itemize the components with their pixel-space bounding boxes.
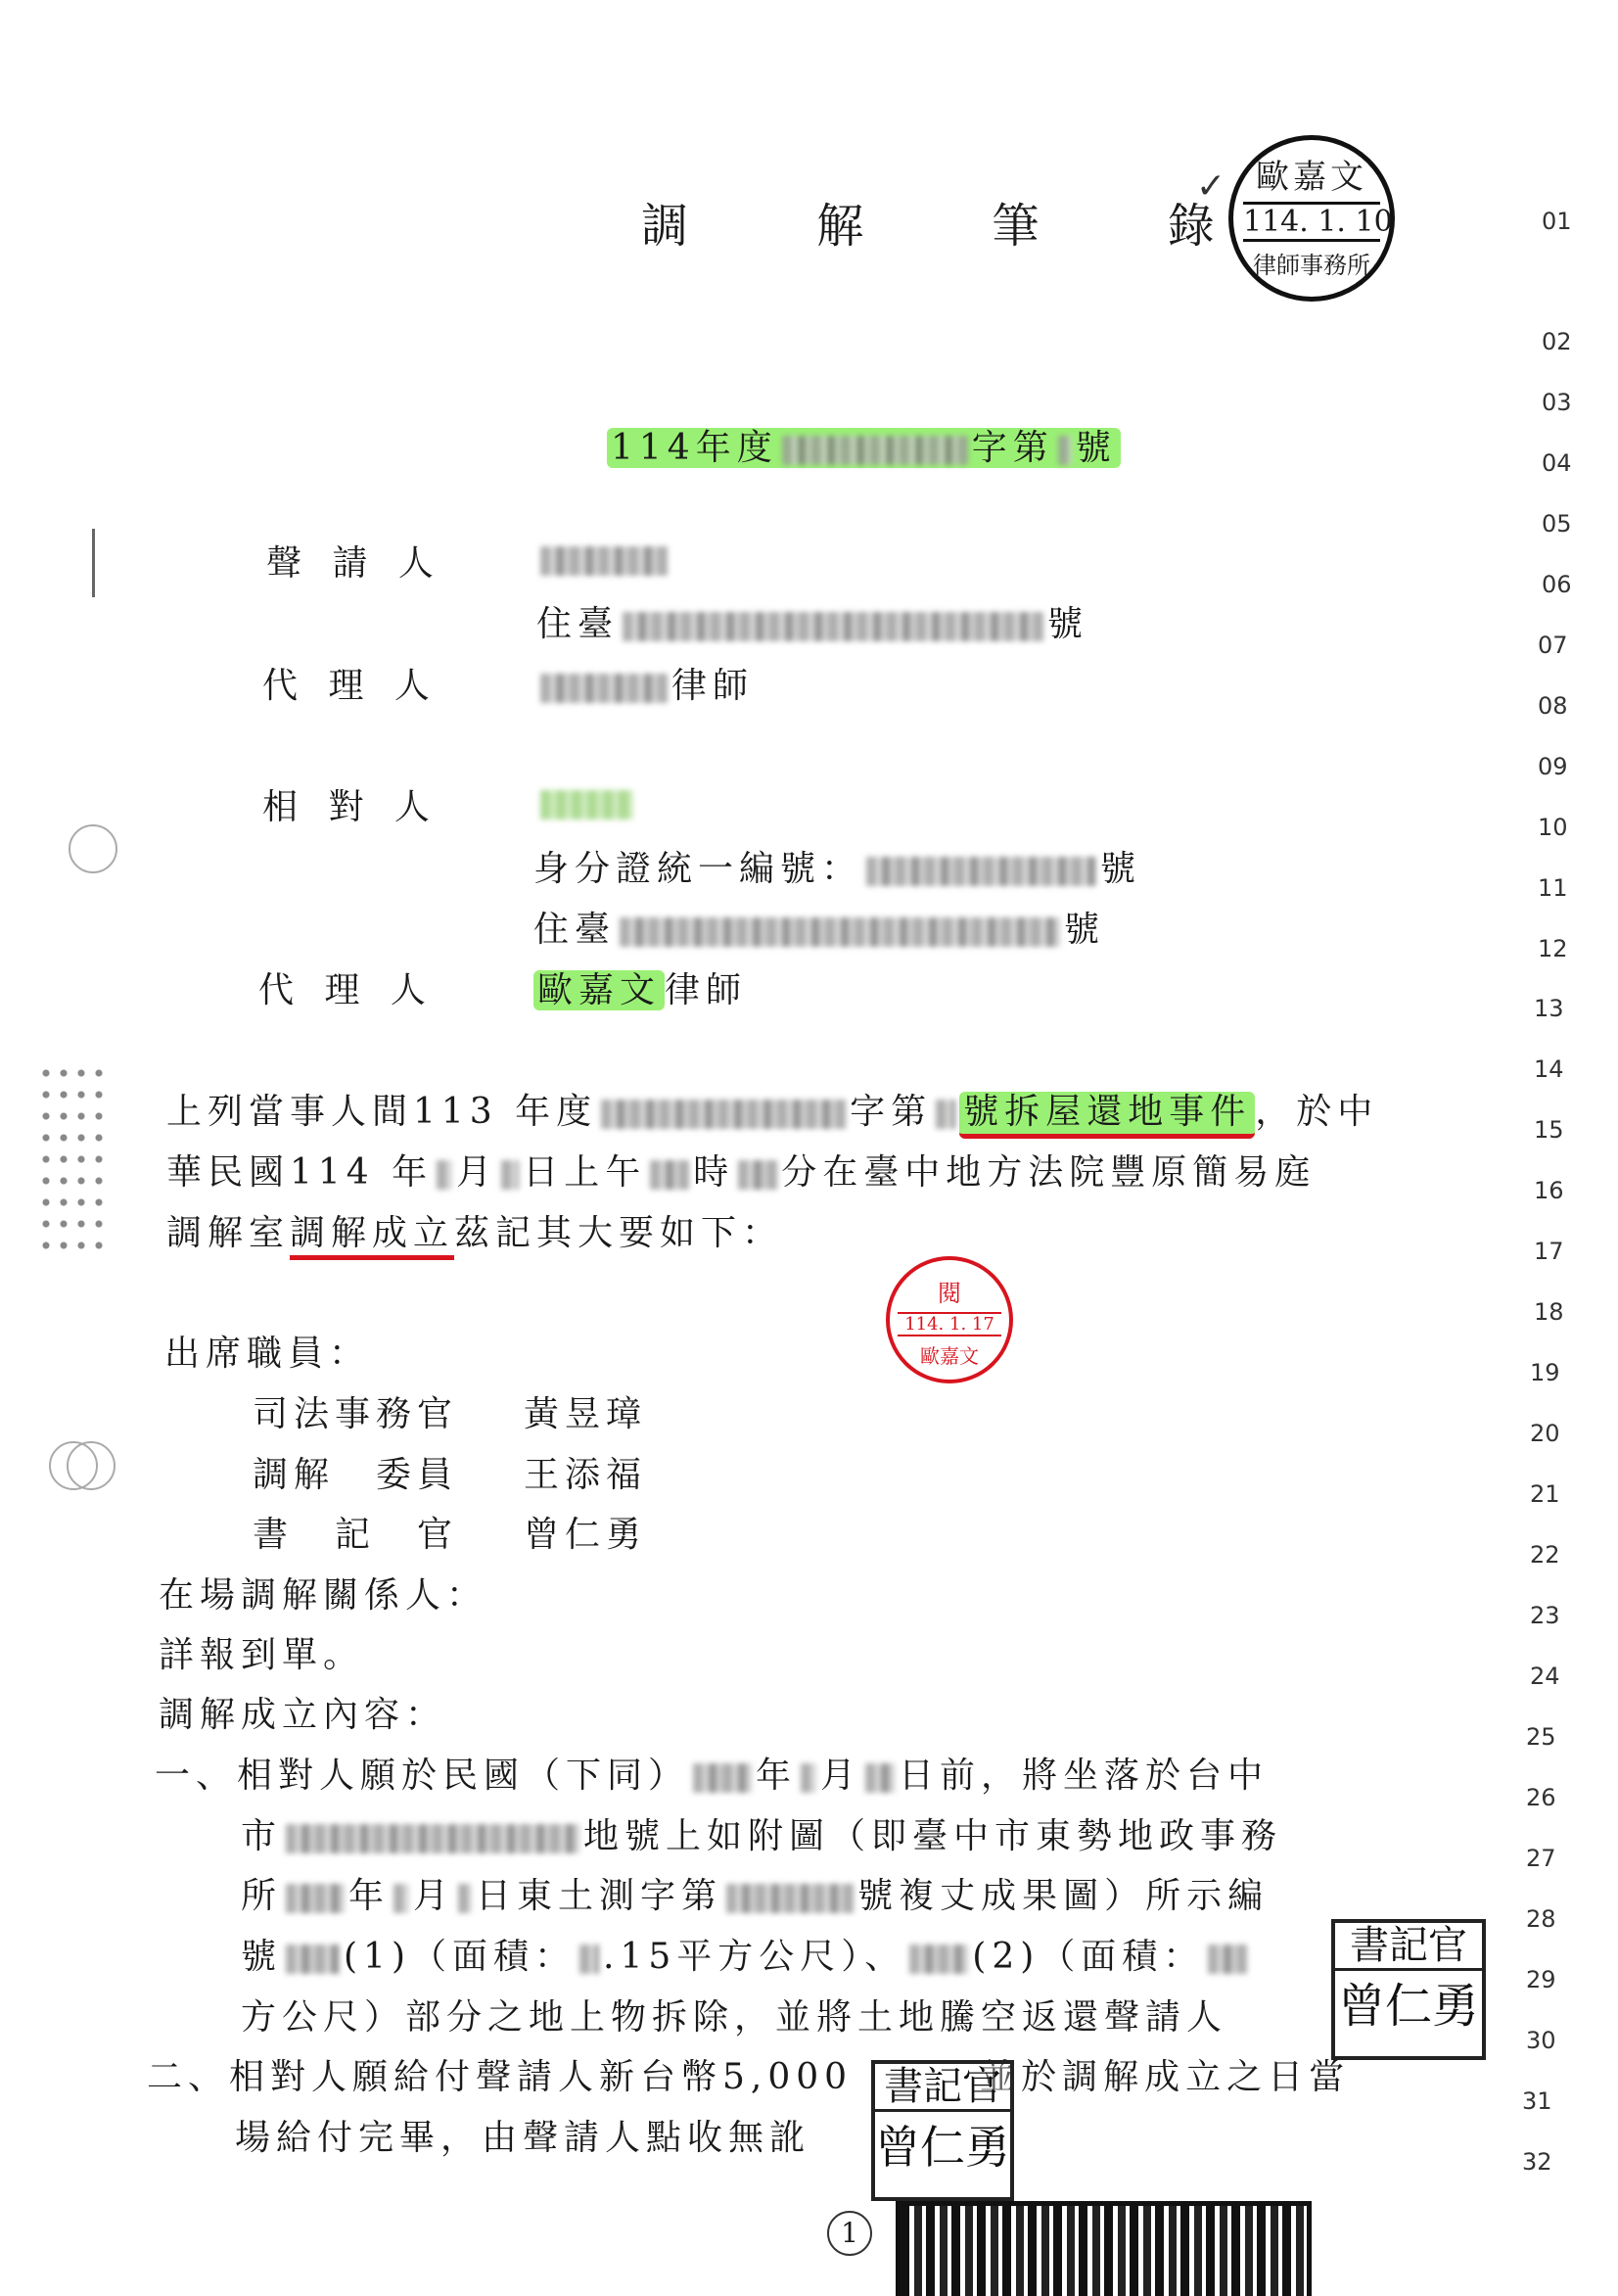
address-prefix: 住臺 — [533, 910, 617, 950]
staff-name-1: 黃昱璋 — [524, 1394, 648, 1434]
page-number — [827, 2211, 872, 2256]
redacted — [936, 1100, 955, 1129]
intro-text: 上列當事人間113 年度 — [166, 1092, 598, 1132]
item-text: 二、相對人願給付聲請人新台幣5,000 — [147, 2057, 854, 2097]
case-end: 號 — [1075, 428, 1117, 468]
punch-dots — [37, 1062, 106, 1258]
line-number: 15 — [1534, 1116, 1564, 1145]
item-text: 月 — [820, 1756, 862, 1796]
redacted — [650, 1160, 689, 1190]
intro-text: 調解室 — [166, 1213, 291, 1253]
item-text: 市 — [241, 1816, 283, 1856]
line-number: 27 — [1526, 1844, 1556, 1872]
line-number: 13 — [1534, 995, 1564, 1023]
respondent-name — [536, 790, 637, 820]
item1-line-3 — [241, 1876, 1270, 1916]
item-text: 日前，將坐落於台中 — [899, 1756, 1270, 1796]
staff-role-1: 司法事務官 — [253, 1394, 459, 1434]
item2-line-2: 場給付完畢，由聲請人點收無訛 — [235, 2118, 811, 2158]
intro-line-2 — [166, 1152, 1317, 1193]
line-number: 14 — [1534, 1055, 1564, 1084]
line-number: 32 — [1522, 2147, 1552, 2176]
intro-text: 字第 — [850, 1092, 933, 1132]
item-text: 一、相對人願於民國（下同） — [155, 1756, 690, 1796]
item-text: 月 — [413, 1876, 455, 1916]
redacted — [909, 1945, 968, 1974]
clerk-stamp — [871, 2060, 1014, 2201]
received-stamp-name: 歐嘉文 — [920, 1344, 979, 1368]
line-number: 09 — [1538, 752, 1568, 780]
redacted — [540, 674, 668, 703]
case-mid: 字第 — [971, 428, 1054, 468]
respondent-label: 相 對 人 — [262, 787, 439, 827]
line-number: 10 — [1538, 813, 1568, 841]
related-note: 詳報到單。 — [159, 1635, 365, 1675]
document-title: 調 解 筆 錄 — [641, 199, 1271, 254]
redacted — [620, 917, 1060, 947]
agent-suffix: 律師 — [671, 666, 755, 706]
firm-stamp-office: 律師事務所 — [1253, 252, 1370, 279]
redacted — [393, 1884, 409, 1913]
line-number: 20 — [1530, 1420, 1560, 1448]
line-number: 04 — [1542, 448, 1572, 477]
applicant-name — [536, 546, 671, 576]
respondent-agent-label: 代 理 人 — [258, 970, 436, 1010]
check-mark: ✓ — [1196, 166, 1226, 207]
line-number: 07 — [1538, 631, 1568, 659]
id-label: 身分證統一編號： — [533, 849, 863, 889]
id-end: 號 — [1100, 849, 1142, 889]
intro-line-1 — [166, 1092, 1379, 1132]
line-number: 22 — [1530, 1541, 1560, 1569]
line-number: 01 — [1542, 208, 1572, 235]
item-text: 日東土測字第 — [476, 1876, 723, 1916]
intro-text: 茲記其大要如下： — [454, 1213, 784, 1253]
redacted — [738, 1160, 777, 1190]
line-number: 25 — [1526, 1722, 1556, 1751]
redacted — [782, 436, 968, 465]
intro-text: 時 — [693, 1152, 735, 1193]
line-number: 02 — [1542, 328, 1572, 355]
intro-text: 日上午 — [523, 1152, 647, 1193]
item-text: 號 — [241, 1937, 283, 1977]
line-number: 31 — [1522, 2086, 1552, 2115]
item-text: 並於調解成立之日當 — [980, 2057, 1351, 2097]
item-text: .15平方公尺）、 — [603, 1937, 906, 1977]
respondent-id — [533, 849, 1142, 889]
staff-name-3: 曾仁勇 — [524, 1515, 648, 1555]
respondent-address — [533, 910, 1106, 950]
respondent-agent-name: 歐嘉文 — [533, 970, 665, 1010]
redacted — [1208, 1945, 1247, 1974]
item1-line-1 — [155, 1758, 1269, 1794]
applicant-label: 聲 請 人 — [266, 543, 443, 584]
line-number: 23 — [1530, 1601, 1560, 1629]
firm-stamp — [1228, 135, 1395, 302]
clerk-stamp-name: 曾仁勇 — [875, 2121, 1010, 2174]
redacted — [501, 1160, 519, 1190]
staff-role-2: 調解 委員 — [253, 1455, 459, 1495]
staff-name-2: 王添福 — [524, 1455, 648, 1495]
item-text: 地號上如附圖（即臺中市東勢地政事務 — [583, 1816, 1283, 1856]
redacted — [437, 1160, 452, 1190]
line-number: 21 — [1530, 1480, 1560, 1509]
item-text: 年 — [756, 1756, 798, 1796]
item1-line-5: 方公尺）部分之地上物拆除，並將土地騰空返還聲請人 — [241, 1997, 1228, 2038]
redacted — [1058, 436, 1072, 465]
intro-text: 分在臺中地方法院豐原簡易庭 — [781, 1152, 1317, 1193]
firm-stamp-name: 歐嘉文 — [1256, 158, 1367, 197]
case-number-highlight — [607, 428, 1121, 468]
line-number: 03 — [1542, 388, 1572, 416]
case-number — [607, 428, 1121, 468]
line-number: 28 — [1526, 1904, 1556, 1933]
binder-hole — [67, 1441, 116, 1490]
page-number-value: 1 — [841, 2217, 858, 2249]
binder-hole — [69, 824, 117, 873]
item-text: 號複丈成果圖）所示編 — [857, 1876, 1270, 1916]
case-year: 114年度 — [611, 428, 778, 468]
court-seal-partial — [896, 2201, 1312, 2296]
item-text: 所 — [241, 1876, 283, 1916]
case-subject: 號拆屋還地事件 — [959, 1092, 1255, 1139]
clerk-stamp — [1331, 1919, 1486, 2060]
related-label: 在場調解關係人： — [159, 1575, 488, 1616]
line-number: 06 — [1542, 570, 1572, 598]
mediation-result: 調解成立 — [290, 1213, 454, 1260]
line-number: 18 — [1534, 1298, 1564, 1327]
redacted — [286, 1824, 579, 1853]
intro-text: 華民國114 年 — [166, 1152, 434, 1193]
redacted — [540, 546, 668, 576]
redacted — [726, 1884, 854, 1913]
intro-line-3 — [166, 1213, 784, 1253]
line-number: 12 — [1538, 934, 1568, 962]
applicant-address — [536, 604, 1089, 644]
respondent-agent — [533, 970, 748, 1010]
redacted — [601, 1100, 846, 1129]
firm-stamp-date: 114. 1. 10 — [1243, 202, 1380, 242]
item1-line-2 — [241, 1816, 1283, 1856]
redacted — [286, 1945, 340, 1974]
clerk-stamp-role: 書記官 — [1335, 1923, 1482, 1971]
received-stamp-label: 閱 — [938, 1280, 961, 1307]
staff-heading: 出席職員： — [164, 1334, 371, 1374]
address-prefix: 住臺 — [536, 604, 620, 644]
line-number: 16 — [1534, 1177, 1564, 1205]
clerk-stamp-role: 書記官 — [875, 2064, 1010, 2112]
address-end: 號 — [1064, 910, 1106, 950]
line-number: 30 — [1526, 2026, 1556, 2054]
agent-suffix: 律師 — [665, 970, 748, 1010]
line-number: 05 — [1542, 509, 1572, 538]
redacted — [623, 612, 1043, 641]
item-text: (2)（面積： — [972, 1937, 1205, 1977]
redacted — [458, 1884, 472, 1913]
line-number: 26 — [1526, 1783, 1556, 1811]
redacted — [579, 1945, 599, 1974]
item1-line-4 — [241, 1937, 1251, 1977]
item-text: 年 — [348, 1876, 391, 1916]
staff-role-3: 書 記 官 — [253, 1515, 459, 1555]
redacted — [286, 1884, 345, 1913]
item-text: (1)（面積： — [344, 1937, 577, 1977]
line-number: 24 — [1530, 1662, 1560, 1690]
item2-line-1 — [147, 2057, 1351, 2097]
line-number: 19 — [1530, 1359, 1560, 1387]
line-number: 17 — [1534, 1238, 1564, 1266]
content-heading: 調解成立內容： — [159, 1695, 447, 1735]
intro-text: 月 — [456, 1152, 498, 1193]
received-stamp — [886, 1256, 1013, 1383]
address-end: 號 — [1047, 604, 1089, 644]
clerk-stamp-name: 曾仁勇 — [1337, 1979, 1479, 2034]
intro-text: ，於中 — [1255, 1092, 1379, 1132]
received-stamp-date: 114. 1. 17 — [898, 1312, 1001, 1336]
redacted — [693, 1763, 752, 1793]
line-number: 29 — [1526, 1965, 1556, 1993]
applicant-agent-label: 代 理 人 — [262, 666, 439, 706]
line-number: 08 — [1538, 691, 1568, 720]
margin-mark — [92, 529, 95, 597]
redacted — [865, 1763, 895, 1793]
applicant-agent — [536, 666, 755, 706]
redacted — [801, 1763, 816, 1793]
line-number: 11 — [1538, 873, 1568, 902]
redacted — [540, 790, 633, 820]
redacted — [866, 857, 1096, 886]
